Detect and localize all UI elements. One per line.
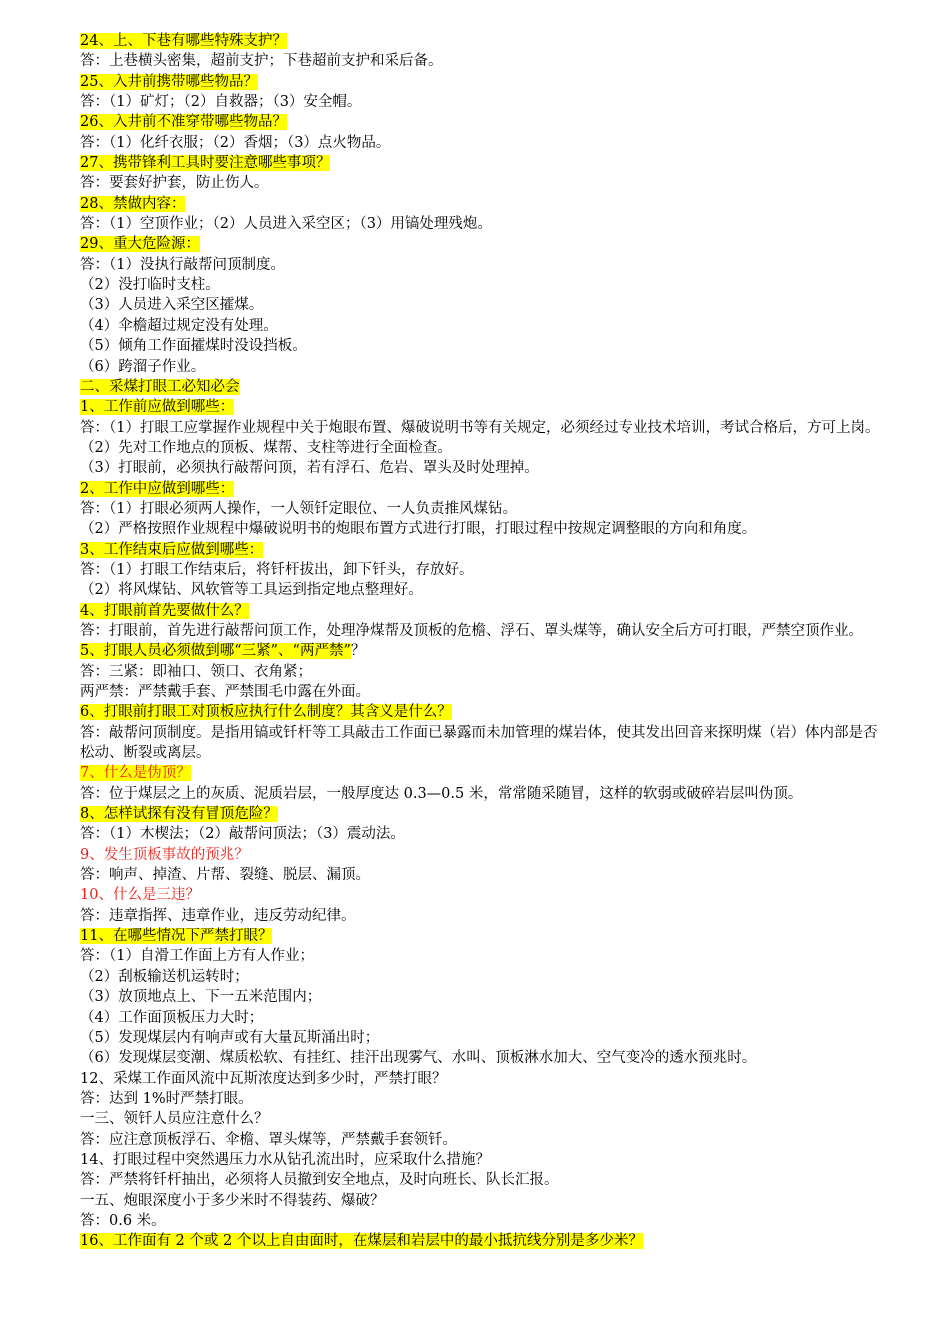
question-line — [80, 885, 880, 905]
answer-text: 答：（1）自滑工作面上方有人作业； — [80, 948, 314, 965]
answer-line — [80, 438, 880, 458]
answer-text: （3）放顶地点上、下一五米范围内； — [80, 989, 322, 1006]
answer-line — [80, 1089, 880, 1109]
answer-line — [80, 682, 880, 702]
text-line — [80, 1069, 880, 1089]
answer-line — [80, 865, 880, 885]
question-text: 10、什么是三违？ — [80, 887, 200, 904]
answer-line — [80, 418, 880, 438]
answer-text: （2）没打临时支柱。 — [80, 277, 220, 294]
answer-line — [80, 357, 880, 377]
answer-text: 答：（1）化纤衣服；（2）香烟；（3）点火物品。 — [80, 134, 391, 151]
question-line — [80, 601, 880, 621]
answer-line — [80, 316, 880, 336]
answer-line — [80, 1048, 880, 1068]
answer-text: 答：（1）矿灯；（2）自救器；（3）安全帽。 — [80, 94, 362, 111]
answer-text: （5）发现煤层内有响声或有大量瓦斯涌出时； — [80, 1029, 380, 1046]
question-line — [80, 397, 880, 417]
answer-line — [80, 946, 880, 966]
answer-line — [80, 1028, 880, 1048]
answer-line — [80, 987, 880, 1007]
question-line — [80, 804, 880, 824]
answer-line — [80, 1170, 880, 1190]
question-text: 27、携带锋利工具时要注意哪些事项？ — [80, 155, 331, 172]
answer-line — [80, 295, 880, 315]
question-text: 8、怎样试探有没有冒顶危险？ — [80, 806, 278, 823]
plain-text: 14、打眼过程中突然遇压力水从钻孔流出时，应采取什么措施？ — [80, 1151, 490, 1168]
question-line — [80, 763, 880, 783]
answer-text: 答：上巷横头密集，超前支护；下巷超前支护和采后备。 — [80, 53, 443, 70]
answer-line — [80, 336, 880, 356]
answer-line — [80, 784, 880, 804]
answer-text: （4）伞檐超过规定没有处理。 — [80, 317, 278, 334]
question-text: 6、打眼前打眼工对顶板应执行什么制度？其含义是什么？ — [80, 704, 452, 721]
answer-line — [80, 214, 880, 234]
plain-text: 12、采煤工作面风流中瓦斯浓度达到多少时，严禁打眼？ — [80, 1070, 447, 1087]
question-text: 4、打眼前首先要做什么？ — [80, 602, 249, 619]
question-line — [80, 540, 880, 560]
question-text: 26、入井前不准穿带哪些物品？ — [80, 114, 287, 131]
answer-text: 答：达到 1%时严禁打眼。 — [80, 1090, 253, 1107]
text-line — [80, 1150, 880, 1170]
answer-line — [80, 275, 880, 295]
question-line — [80, 153, 880, 173]
question-text: 28、禁做内容： — [80, 195, 186, 212]
question-line — [80, 641, 880, 661]
answer-line — [80, 723, 880, 764]
question-line — [80, 194, 880, 214]
answer-text: （5）倾角工作面攉煤时没设挡板。 — [80, 338, 307, 355]
answer-text: （3）人员进入采空区攉煤。 — [80, 297, 264, 314]
answer-text: （6）跨溜子作业。 — [80, 358, 206, 375]
question-text: 2、工作中应做到哪些： — [80, 480, 235, 497]
answer-line — [80, 92, 880, 112]
answer-text: 答：（1）打眼工应掌握作业规程中关于炮眼布置、爆破说明书等有关规定，必须经过专业技术培训，考试合格后，方可上岗。 — [80, 419, 880, 436]
answer-text: （2）刮板输送机运转时； — [80, 968, 249, 985]
answer-line — [80, 621, 880, 641]
answer-text: （2）将风煤钻、风软管等工具运到指定地点整理好。 — [80, 582, 423, 599]
answer-text: 答：违章指挥、违章作业，违反劳动纪律。 — [80, 907, 356, 924]
answer-line — [80, 133, 880, 153]
answer-text: 答：（1）打眼必须两人操作，一人领钎定眼位、一人负责推风煤钻。 — [80, 500, 517, 517]
question-text: 5、打眼人员必须做到哪“三紧”、“两严禁” — [80, 643, 351, 660]
answer-line — [80, 906, 880, 926]
document-page — [80, 31, 880, 1252]
question-line — [80, 31, 880, 51]
question-text: 11、在哪些情况下严禁打眼？ — [80, 928, 273, 945]
answer-text: 答：（1）空顶作业；（2）人员进入采空区；（3）用镐处理残炮。 — [80, 216, 492, 233]
text-line — [80, 1191, 880, 1211]
answer-text: 答：响声、掉渣、片帮、裂缝、脱层、漏顶。 — [80, 867, 370, 884]
question-text: 24、上、下巷有哪些特殊支护？ — [80, 33, 287, 49]
answer-line — [80, 173, 880, 193]
answer-text: 答：严禁将钎杆抽出，必须将人员撤到安全地点，及时向班长、队长汇报。 — [80, 1172, 559, 1189]
answer-text: 答：打眼前，首先进行敲帮问顶工作，处理净煤帮及顶板的危檐、浮石、罩头煤等，确认安全后方可打眼，严禁空顶作业。 — [80, 622, 863, 639]
answer-text: 两严禁：严禁戴手套、严禁围毛巾露在外面。 — [80, 684, 370, 700]
answer-text: 答：应注意顶板浮石、伞檐、罩头煤等，严禁戴手套领钎。 — [80, 1131, 457, 1148]
answer-text: 答：（1）木楔法；（2）敲帮问顶法；（3）震动法。 — [80, 826, 405, 843]
question-line — [80, 479, 880, 499]
question-line — [80, 926, 880, 946]
answer-line — [80, 255, 880, 275]
answer-line — [80, 1008, 880, 1028]
answer-text: 答：（1）没执行敲帮问顶制度。 — [80, 256, 285, 273]
answer-text: 答：要套好护套，防止伤人。 — [80, 175, 269, 192]
answer-text: （4）工作面顶板压力大时； — [80, 1009, 264, 1026]
answer-line — [80, 662, 880, 682]
question-text: 16、工作面有 2 个或 2 个以上自由面时，在煤层和岩层中的最小抵抗线分别是多少米？ — [80, 1233, 643, 1250]
answer-line — [80, 458, 880, 478]
answer-line — [80, 967, 880, 987]
answer-line — [80, 499, 880, 519]
answer-line — [80, 51, 880, 71]
answer-text: 答：三紧：即袖口、领口、衣角紧； — [80, 663, 312, 680]
answer-text: 答：0.6 米。 — [80, 1212, 166, 1229]
plain-text: 一五、炮眼深度小于多少米时不得装药、爆破？ — [80, 1192, 385, 1209]
answer-line — [80, 560, 880, 580]
question-line — [80, 845, 880, 865]
answer-text: （2）先对工作地点的顶板、煤帮、支柱等进行全面检查。 — [80, 439, 452, 456]
question-line — [80, 702, 880, 722]
question-line — [80, 72, 880, 92]
answer-text: （2）严格按照作业规程中爆破说明书的炮眼布置方式进行打眼，打眼过程中按规定调整眼的方向和角度。 — [80, 521, 757, 538]
question-text: 二、采煤打眼工必知必会 — [80, 378, 240, 395]
answer-text: 答：位于煤层之上的灰质、泥质岩层，一般厚度达 0.3—0.5 米，常常随采随冒，这样的软弱或破碎岩层叫伪顶。 — [80, 785, 803, 802]
answer-text: 答：敲帮问顶制度。是指用镐或钎杆等工具敲击工作面已暴露而未加管理的煤岩体，使其发出回音来探明煤（岩）体内部是否松动、断裂或离层。 — [80, 724, 878, 762]
question-text: 3、工作结束后应做到哪些： — [80, 541, 264, 558]
answer-line — [80, 519, 880, 539]
answer-line — [80, 580, 880, 600]
question-line — [80, 1231, 880, 1251]
answer-line — [80, 824, 880, 844]
question-text: 29、重大危险源： — [80, 236, 200, 253]
answer-text: （6）发现煤层变潮、煤质松软、有挂红、挂汗出现雾气、水叫、顶板淋水加大、空气变冷的透水预兆时。 — [80, 1050, 757, 1067]
question-line — [80, 234, 880, 254]
answer-line — [80, 1130, 880, 1150]
answer-text: 答：（1）打眼工作结束后，将钎杆拔出，卸下钎头，存放好。 — [80, 561, 474, 578]
question-text: 25、入井前携带哪些物品？ — [80, 73, 258, 90]
question-text: 9、发生顶板事故的预兆？ — [80, 846, 249, 863]
question-tail: ？ — [350, 643, 366, 660]
answer-text: （3）打眼前，必须执行敲帮问顶，若有浮石、危岩、罩头及时处理掉。 — [80, 460, 539, 477]
question-line — [80, 112, 880, 132]
answer-line — [80, 1211, 880, 1231]
text-line — [80, 1109, 880, 1129]
plain-text: 一三、领钎人员应注意什么？ — [80, 1111, 269, 1128]
question-text: 1、工作前应做到哪些： — [80, 399, 235, 416]
question-text: 7、什么是伪顶？ — [80, 765, 191, 782]
question-line — [80, 377, 880, 397]
